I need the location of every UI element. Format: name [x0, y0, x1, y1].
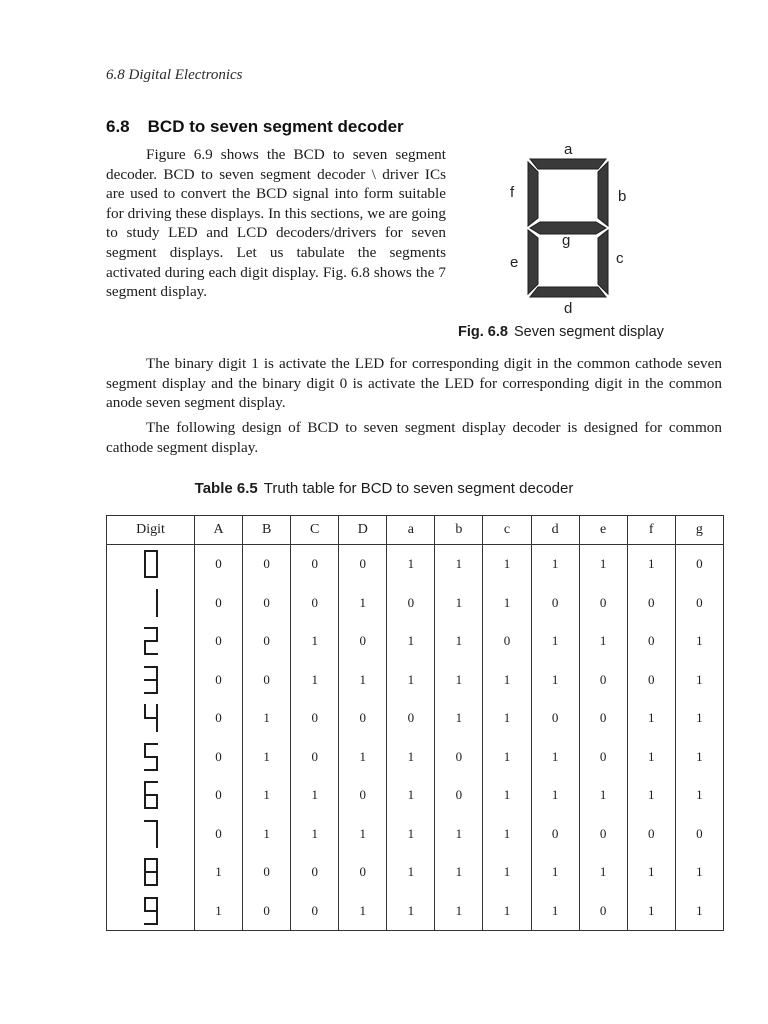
cell-B: 0 [243, 853, 291, 892]
cell-d: 1 [531, 622, 579, 661]
digit-glyph-0 [142, 549, 160, 579]
cell-C: 1 [291, 815, 339, 854]
cell-D: 1 [339, 738, 387, 777]
cell-b: 1 [435, 661, 483, 700]
cell-C: 0 [291, 738, 339, 777]
column-header-g: g [675, 516, 723, 545]
segment-f [528, 162, 538, 226]
cell-c: 1 [483, 853, 531, 892]
cell-b: 1 [435, 584, 483, 623]
cell-c: 1 [483, 661, 531, 700]
cell-a: 0 [387, 584, 435, 623]
section-heading [106, 117, 404, 137]
table-number: Table 6.5 [194, 480, 258, 497]
cell-g: 1 [675, 776, 723, 815]
cell-f: 1 [627, 853, 675, 892]
cell-D: 0 [339, 699, 387, 738]
digit-glyph-cell [107, 738, 195, 777]
cell-f: 1 [627, 776, 675, 815]
label-e: e [510, 254, 519, 271]
cell-b: 1 [435, 622, 483, 661]
digit-glyph-9 [142, 896, 160, 926]
segment-d [530, 287, 606, 297]
intro-paragraph: Figure 6.9 shows the BCD to seven segment decoder. BCD to seven segment decoder \ driver ICs are used to convert the BCD signal into form suitable for driving these displays. In this sections, we are going to study LED and LCD decoders/drivers for seven segment displays. Let us tabulate the segments activated during each digit display. Fig. 6.8 shows the 7 segment display. [106, 146, 446, 301]
column-header-digit: Digit [107, 516, 195, 545]
cell-a: 1 [387, 622, 435, 661]
column-header-c: c [483, 516, 531, 545]
cell-D: 0 [339, 622, 387, 661]
cell-f: 0 [627, 584, 675, 623]
column-header-A: A [195, 516, 243, 545]
cell-e: 0 [579, 815, 627, 854]
digit-glyph-cell [107, 853, 195, 892]
cell-e: 0 [579, 584, 627, 623]
cell-a: 1 [387, 776, 435, 815]
segment-b [598, 162, 608, 226]
cell-a: 0 [387, 699, 435, 738]
cell-d: 1 [531, 892, 579, 931]
cell-A: 1 [195, 853, 243, 892]
digit-glyph-cell [107, 815, 195, 854]
cell-c: 1 [483, 738, 531, 777]
table-row [107, 738, 724, 777]
cell-a: 1 [387, 738, 435, 777]
cell-B: 0 [243, 892, 291, 931]
cell-B: 0 [243, 661, 291, 700]
table-row [107, 545, 724, 584]
digit-glyph-1 [142, 588, 160, 618]
cell-e: 1 [579, 622, 627, 661]
cell-d: 1 [531, 661, 579, 700]
cell-b: 1 [435, 892, 483, 931]
table-caption-text: Truth table for BCD to seven segment decoder [263, 480, 574, 497]
cell-c: 1 [483, 892, 531, 931]
cell-d: 0 [531, 815, 579, 854]
cell-g: 1 [675, 661, 723, 700]
digit-glyph-3 [142, 665, 160, 695]
cell-a: 1 [387, 545, 435, 584]
table-row [107, 622, 724, 661]
segment-c [598, 230, 608, 294]
cell-g: 1 [675, 853, 723, 892]
label-c: c [616, 250, 624, 267]
digit-glyph-cell [107, 545, 195, 584]
table-row [107, 892, 724, 931]
cell-B: 1 [243, 738, 291, 777]
digit-glyph-cell [107, 699, 195, 738]
digit-glyph-cell [107, 622, 195, 661]
cell-D: 1 [339, 584, 387, 623]
cell-D: 0 [339, 545, 387, 584]
column-header-D: D [339, 516, 387, 545]
section-title: BCD to seven segment decoder [147, 117, 404, 136]
cell-C: 1 [291, 622, 339, 661]
segment-e [528, 230, 538, 294]
table-row [107, 699, 724, 738]
seven-segment-diagram [450, 138, 730, 318]
label-g: g [562, 232, 571, 249]
cell-b: 1 [435, 699, 483, 738]
cell-A: 0 [195, 815, 243, 854]
cell-c: 1 [483, 545, 531, 584]
table-row [107, 776, 724, 815]
paragraph-2: The binary digit 1 is activate the LED for corresponding digit in the common cathode seven segment display and the binary digit 0 is activate the LED for corresponding digit in the common anode seven segment display. [106, 355, 722, 412]
cell-a: 1 [387, 661, 435, 700]
cell-g: 1 [675, 892, 723, 931]
cell-f: 0 [627, 622, 675, 661]
cell-d: 1 [531, 545, 579, 584]
digit-glyph-4 [142, 703, 160, 733]
cell-d: 1 [531, 776, 579, 815]
cell-f: 0 [627, 661, 675, 700]
digit-glyph-2 [142, 626, 160, 656]
cell-d: 1 [531, 853, 579, 892]
cell-B: 0 [243, 584, 291, 623]
column-header-b: b [435, 516, 483, 545]
cell-b: 0 [435, 776, 483, 815]
label-a: a [564, 141, 573, 158]
cell-c: 1 [483, 776, 531, 815]
cell-f: 1 [627, 738, 675, 777]
digit-glyph-6 [142, 780, 160, 810]
table-row [107, 661, 724, 700]
running-header: 6.8 Digital Electronics [106, 67, 243, 83]
column-header-f: f [627, 516, 675, 545]
cell-A: 0 [195, 776, 243, 815]
column-header-e: e [579, 516, 627, 545]
cell-A: 0 [195, 584, 243, 623]
cell-d: 1 [531, 738, 579, 777]
digit-glyph-cell [107, 584, 195, 623]
figure-caption-text: Seven segment display [513, 324, 664, 340]
figure-caption [458, 324, 664, 340]
cell-a: 1 [387, 815, 435, 854]
digit-glyph-5 [142, 742, 160, 772]
cell-B: 1 [243, 699, 291, 738]
cell-e: 0 [579, 892, 627, 931]
cell-f: 1 [627, 545, 675, 584]
cell-f: 1 [627, 892, 675, 931]
cell-g: 1 [675, 738, 723, 777]
segment-a [530, 159, 606, 169]
cell-C: 0 [291, 699, 339, 738]
column-header-a: a [387, 516, 435, 545]
cell-D: 0 [339, 853, 387, 892]
cell-g: 0 [675, 584, 723, 623]
cell-a: 1 [387, 853, 435, 892]
cell-A: 0 [195, 699, 243, 738]
cell-b: 1 [435, 815, 483, 854]
cell-A: 1 [195, 892, 243, 931]
digit-glyph-8 [142, 857, 160, 887]
cell-A: 0 [195, 738, 243, 777]
paragraph-3: The following design of BCD to seven segment display decoder is designed for common cathode segment display. [106, 419, 722, 456]
cell-b: 1 [435, 545, 483, 584]
column-header-C: C [291, 516, 339, 545]
cell-g: 1 [675, 622, 723, 661]
digit-glyph-cell [107, 892, 195, 931]
cell-C: 0 [291, 853, 339, 892]
cell-D: 0 [339, 776, 387, 815]
column-header-B: B [243, 516, 291, 545]
label-d: d [564, 300, 573, 317]
cell-f: 0 [627, 815, 675, 854]
cell-b: 0 [435, 738, 483, 777]
cell-g: 1 [675, 699, 723, 738]
cell-c: 1 [483, 584, 531, 623]
digit-glyph-cell [107, 661, 195, 700]
section-number: 6.8 [106, 117, 130, 136]
cell-C: 0 [291, 584, 339, 623]
cell-e: 1 [579, 776, 627, 815]
cell-d: 0 [531, 699, 579, 738]
cell-e: 1 [579, 545, 627, 584]
cell-c: 1 [483, 699, 531, 738]
truth-table-body [107, 545, 724, 931]
digit-glyph-cell [107, 776, 195, 815]
cell-e: 0 [579, 699, 627, 738]
table-row [107, 853, 724, 892]
label-f: f [510, 184, 515, 201]
digit-glyph-7 [142, 819, 160, 849]
cell-e: 0 [579, 738, 627, 777]
figure-number: Fig. 6.8 [458, 324, 508, 340]
cell-g: 0 [675, 545, 723, 584]
cell-A: 0 [195, 545, 243, 584]
cell-A: 0 [195, 661, 243, 700]
cell-g: 0 [675, 815, 723, 854]
cell-b: 1 [435, 853, 483, 892]
column-header-d: d [531, 516, 579, 545]
cell-D: 1 [339, 661, 387, 700]
cell-c: 0 [483, 622, 531, 661]
cell-e: 1 [579, 853, 627, 892]
cell-B: 1 [243, 815, 291, 854]
cell-D: 1 [339, 815, 387, 854]
cell-a: 1 [387, 892, 435, 931]
cell-D: 1 [339, 892, 387, 931]
table-row [107, 584, 724, 623]
table-caption [0, 480, 768, 497]
cell-C: 0 [291, 892, 339, 931]
cell-B: 1 [243, 776, 291, 815]
truth-table-header [107, 516, 724, 545]
cell-B: 0 [243, 622, 291, 661]
seven-segment-figure [450, 138, 730, 348]
cell-C: 1 [291, 776, 339, 815]
cell-c: 1 [483, 815, 531, 854]
label-b: b [618, 188, 627, 205]
cell-B: 0 [243, 545, 291, 584]
cell-f: 1 [627, 699, 675, 738]
cell-d: 0 [531, 584, 579, 623]
cell-C: 1 [291, 661, 339, 700]
cell-A: 0 [195, 622, 243, 661]
table-row [107, 815, 724, 854]
cell-C: 0 [291, 545, 339, 584]
cell-e: 0 [579, 661, 627, 700]
truth-table [106, 515, 724, 931]
